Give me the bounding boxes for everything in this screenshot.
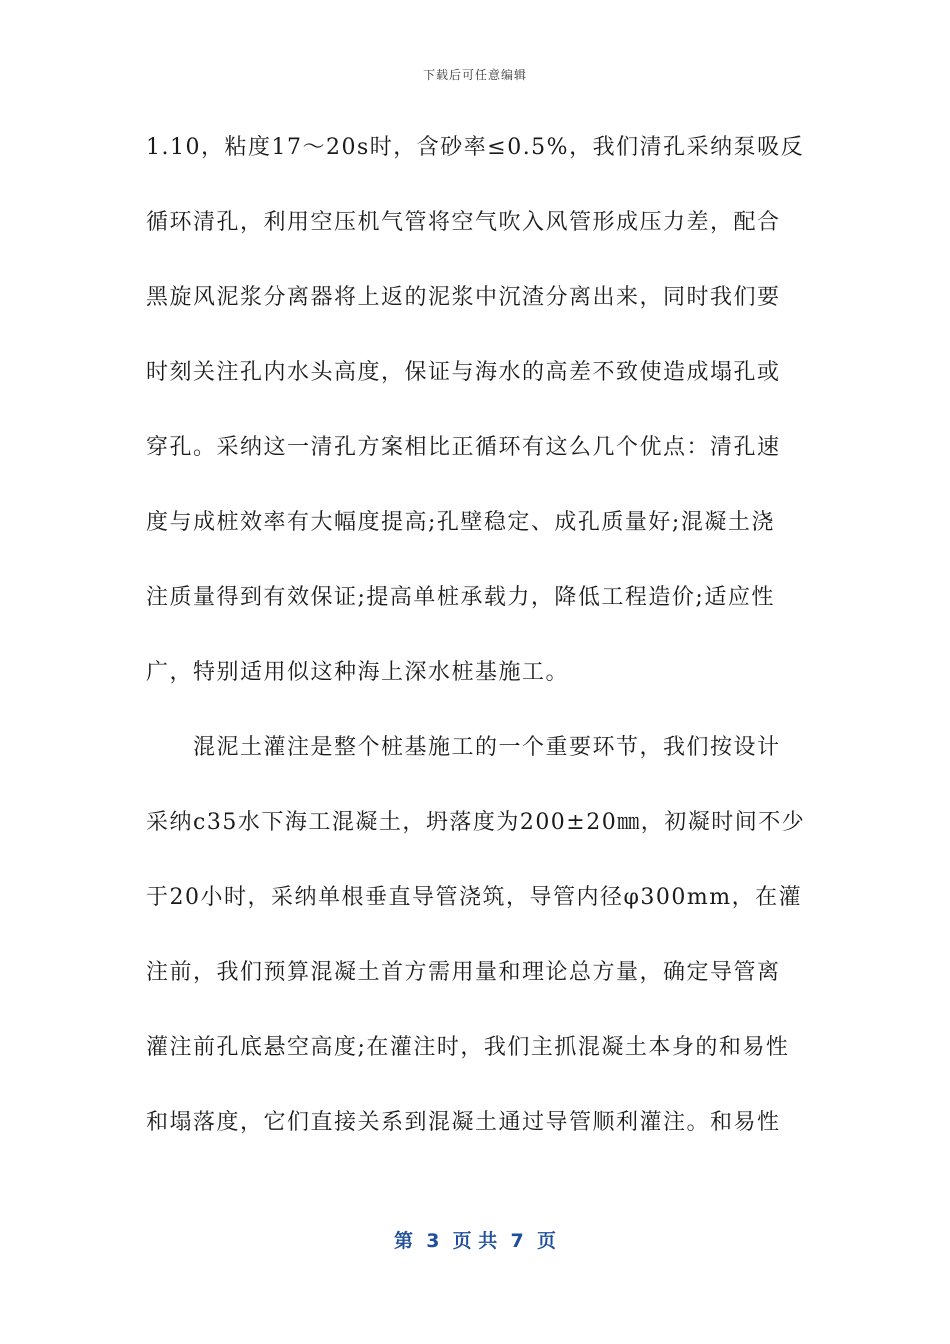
text-line: 时刻关注孔内水头高度，保证与海水的高差不致使造成塌孔或: [146, 360, 781, 385]
text-line: 度与成桩效率有大幅度提高;孔壁稳定、成孔质量好;混凝土浇: [146, 510, 775, 535]
text-line: 广，特别适用似这种海上深水桩基施工。: [146, 660, 570, 685]
text-line: 于20小时，采纳单根垂直导管浇筑，导管内径φ300mm，在灌: [146, 885, 803, 910]
text-line: 采纳c35水下海工混凝土，坍落度为200±20㎜，初凝时间不少: [146, 810, 806, 835]
text-line: 和塌落度，它们直接关系到混凝土通过导管顺利灌注。和易性: [146, 1110, 781, 1135]
text-line: 穿孔。采纳这一清孔方案相比正循环有这么几个优点：清孔速: [146, 435, 781, 460]
page-number-footer: 第 3 页 共 7 页: [394, 1230, 556, 1252]
text-line: 混泥土灌注是整个桩基施工的一个重要环节，我们按设计: [146, 735, 781, 760]
body-text: [146, 124, 806, 1174]
text-line: 循环清孔，利用空压机气管将空气吹入风管形成压力差，配合: [146, 210, 781, 235]
text-line: 黑旋风泥浆分离器将上返的泥浆中沉渣分离出来，同时我们要: [146, 285, 781, 310]
text-line: 灌注前孔底悬空高度;在灌注时，我们主抓混凝土本身的和易性: [146, 1035, 790, 1060]
text-line: 注质量得到有效保证;提高单桩承载力，降低工程造价;适应性: [146, 585, 775, 610]
page-header: 下载后可任意编辑: [422, 68, 527, 82]
text-line: 1.10，粘度17～20s时，含砂率≤0.5%，我们清孔采纳泵吸反: [146, 135, 805, 160]
text-line: 注前，我们预算混凝土首方需用量和理论总方量，确定导管离: [146, 960, 781, 985]
